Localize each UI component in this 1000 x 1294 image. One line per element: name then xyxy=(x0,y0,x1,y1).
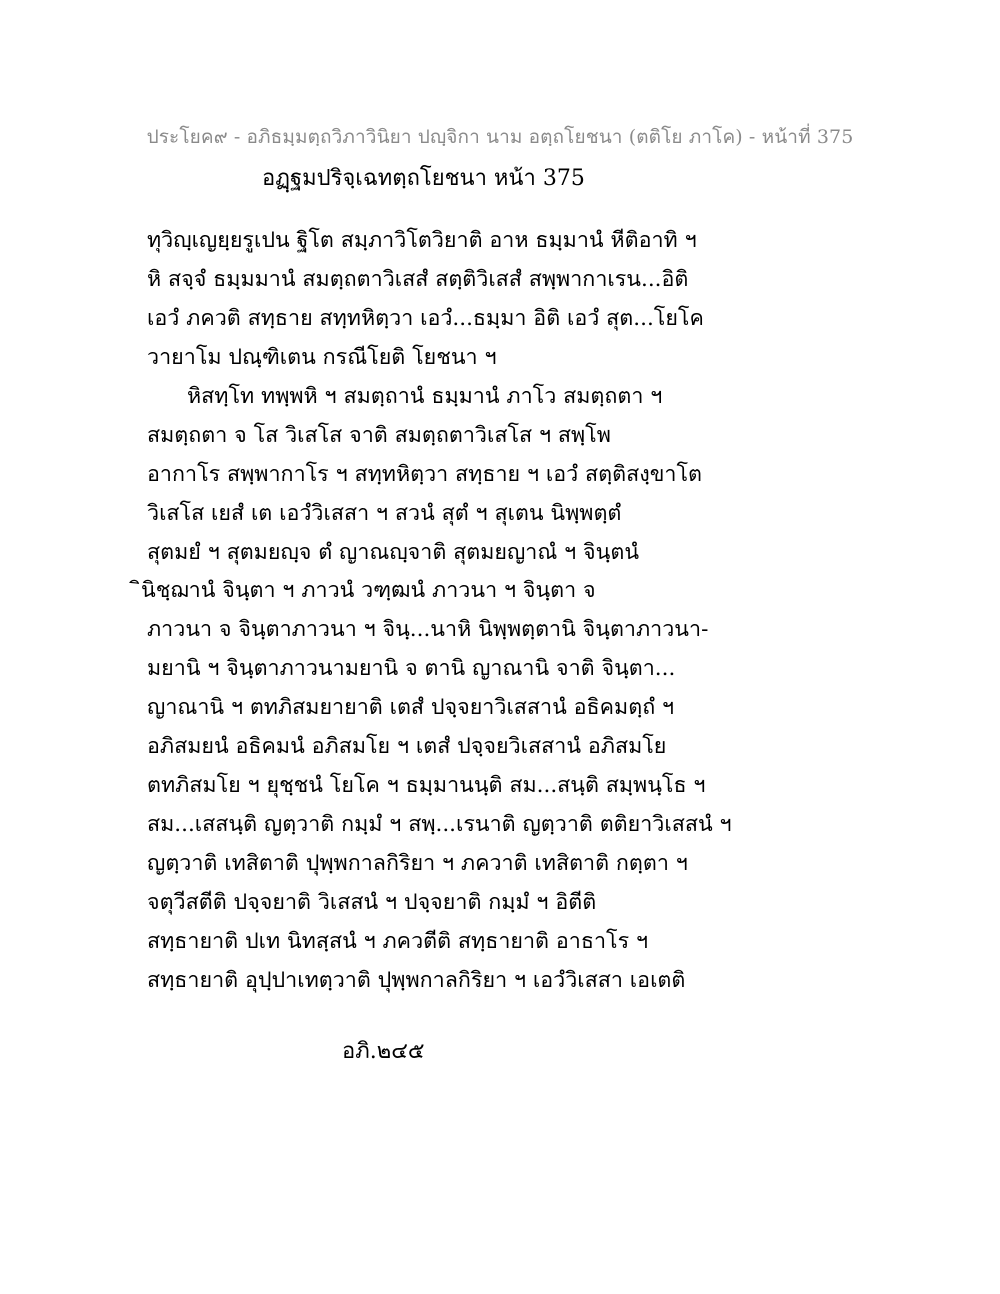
text-line: จตุวีสตีติ ปจฺจยาติ วิเสสนํ ฯ ปจฺจยาติ กมฺมํ ฯ อิตีติ xyxy=(147,889,597,915)
text-line: ทุวิญฺเญยฺยรูเปน ฐิโต สมฺภาวิโตวิยาติ อาห ธมฺมานํ หีติอาทิ ฯ xyxy=(147,228,697,253)
text-line: สมตฺถตา จ โส วิเสโส จาติ สมตฺถตาวิเสโส ฯ สพฺโพ xyxy=(147,422,611,448)
text-line: ินิชฺฌานํ จินฺตา ฯ ภาวนํ วฑฺฒนํ ภาวนา ฯ จินฺตา จ xyxy=(141,578,596,604)
text-line: ตทภิสมโย ฯ ยุชฺชนํ โยโค ฯ ธมฺมานนฺติ สม...สนฺติ สมฺพนฺโธ ฯ xyxy=(147,773,706,799)
body-text xyxy=(141,222,867,1001)
text-line: สทฺธายาติ ปเท นิทสฺสนํ ฯ ภควตีติ สทฺธายาติ อาธาโร ฯ xyxy=(147,928,649,954)
text-line: อภิสมยนํ อธิคมนํ อภิสมโย ฯ เตสํ ปจฺจยวิเสสานํ อภิสมโย xyxy=(147,734,667,760)
text-line: วิเสโส เยสํ เต เอวํวิเสสา ฯ สวนํ สุตํ ฯ สุเตน นิพฺพตฺตํ xyxy=(147,500,622,526)
text-line: เอวํ ภควติ สทฺธาย สทฺทหิตฺวา เอวํ...ธมฺมา อิติ เอวํ สุต...โยโค xyxy=(147,305,704,331)
page-code: อภิ.๒๔๕ xyxy=(342,1039,425,1064)
text-line: สม...เสสนฺติ ญตฺวาติ กมฺมํ ฯ สพฺ...เรนาติ ญตฺวาติ ตติยาวิเสสนํ ฯ xyxy=(147,812,732,838)
running-header: ประโยค๙ - อภิธมฺมตฺถวิภาวินิยา ปญฺจิกา นาม อตฺถโยชนา (ตติโย ภาโค) - หน้าที่ 375 xyxy=(146,126,854,148)
text-line: มยานิ ฯ จินฺตาภาวนามยานิ จ ตานิ ญาณานิ จาติ จินฺตา... xyxy=(147,656,676,682)
section-title: อฏฺฐมปริจฺเฉทตฺถโยชนา หน้า 375 xyxy=(262,166,585,191)
text-line: สทฺธายาติ อุปฺปาเทตฺวาติ ปุพฺพกาลกิริยา ฯ เอวํวิเสสา เอเตติ xyxy=(147,967,686,993)
text-line: ญาณานิ ฯ ตทภิสมยายาติ เตสํ ปจฺจยาวิเสสานํ อธิคมตฺถํ ฯ xyxy=(147,695,675,721)
text-line: หิ สจฺจํ ธมฺมมานํ สมตฺถตาวิเสสํ สตฺติวิเสสํ สพฺพากาเรน...อิติ xyxy=(147,266,689,292)
text-line: สุตมยํ ฯ สุตมยญฺจ ตํ ญาณญฺจาติ สุตมยญาณํ ฯ จินฺตนํ xyxy=(147,539,640,565)
text-line: ภาวนา จ จินฺตาภาวนา ฯ จินฺ...นาหิ นิพฺพตฺตานิ จินฺตาภาวนา- xyxy=(147,617,709,643)
text-line: อากาโร สพฺพากาโร ฯ สทฺทหิตฺวา สทฺธาย ฯ เอวํ สตฺติสงฺขาโต xyxy=(147,461,703,487)
text-line-paragraph-start: หิสทฺโท ทพฺพหิ ฯ สมตฺถานํ ธมฺมานํ ภาโว สมตฺถตา ฯ xyxy=(187,383,663,409)
text-line: วายาโม ปณฺฑิเตน กรณีโยติ โยชนา ฯ xyxy=(147,344,497,370)
text-line: ญตฺวาติ เทสิตาติ ปุพฺพกาลกิริยา ฯ ภควาติ เทสิตาติ กตฺตา ฯ xyxy=(147,851,688,876)
